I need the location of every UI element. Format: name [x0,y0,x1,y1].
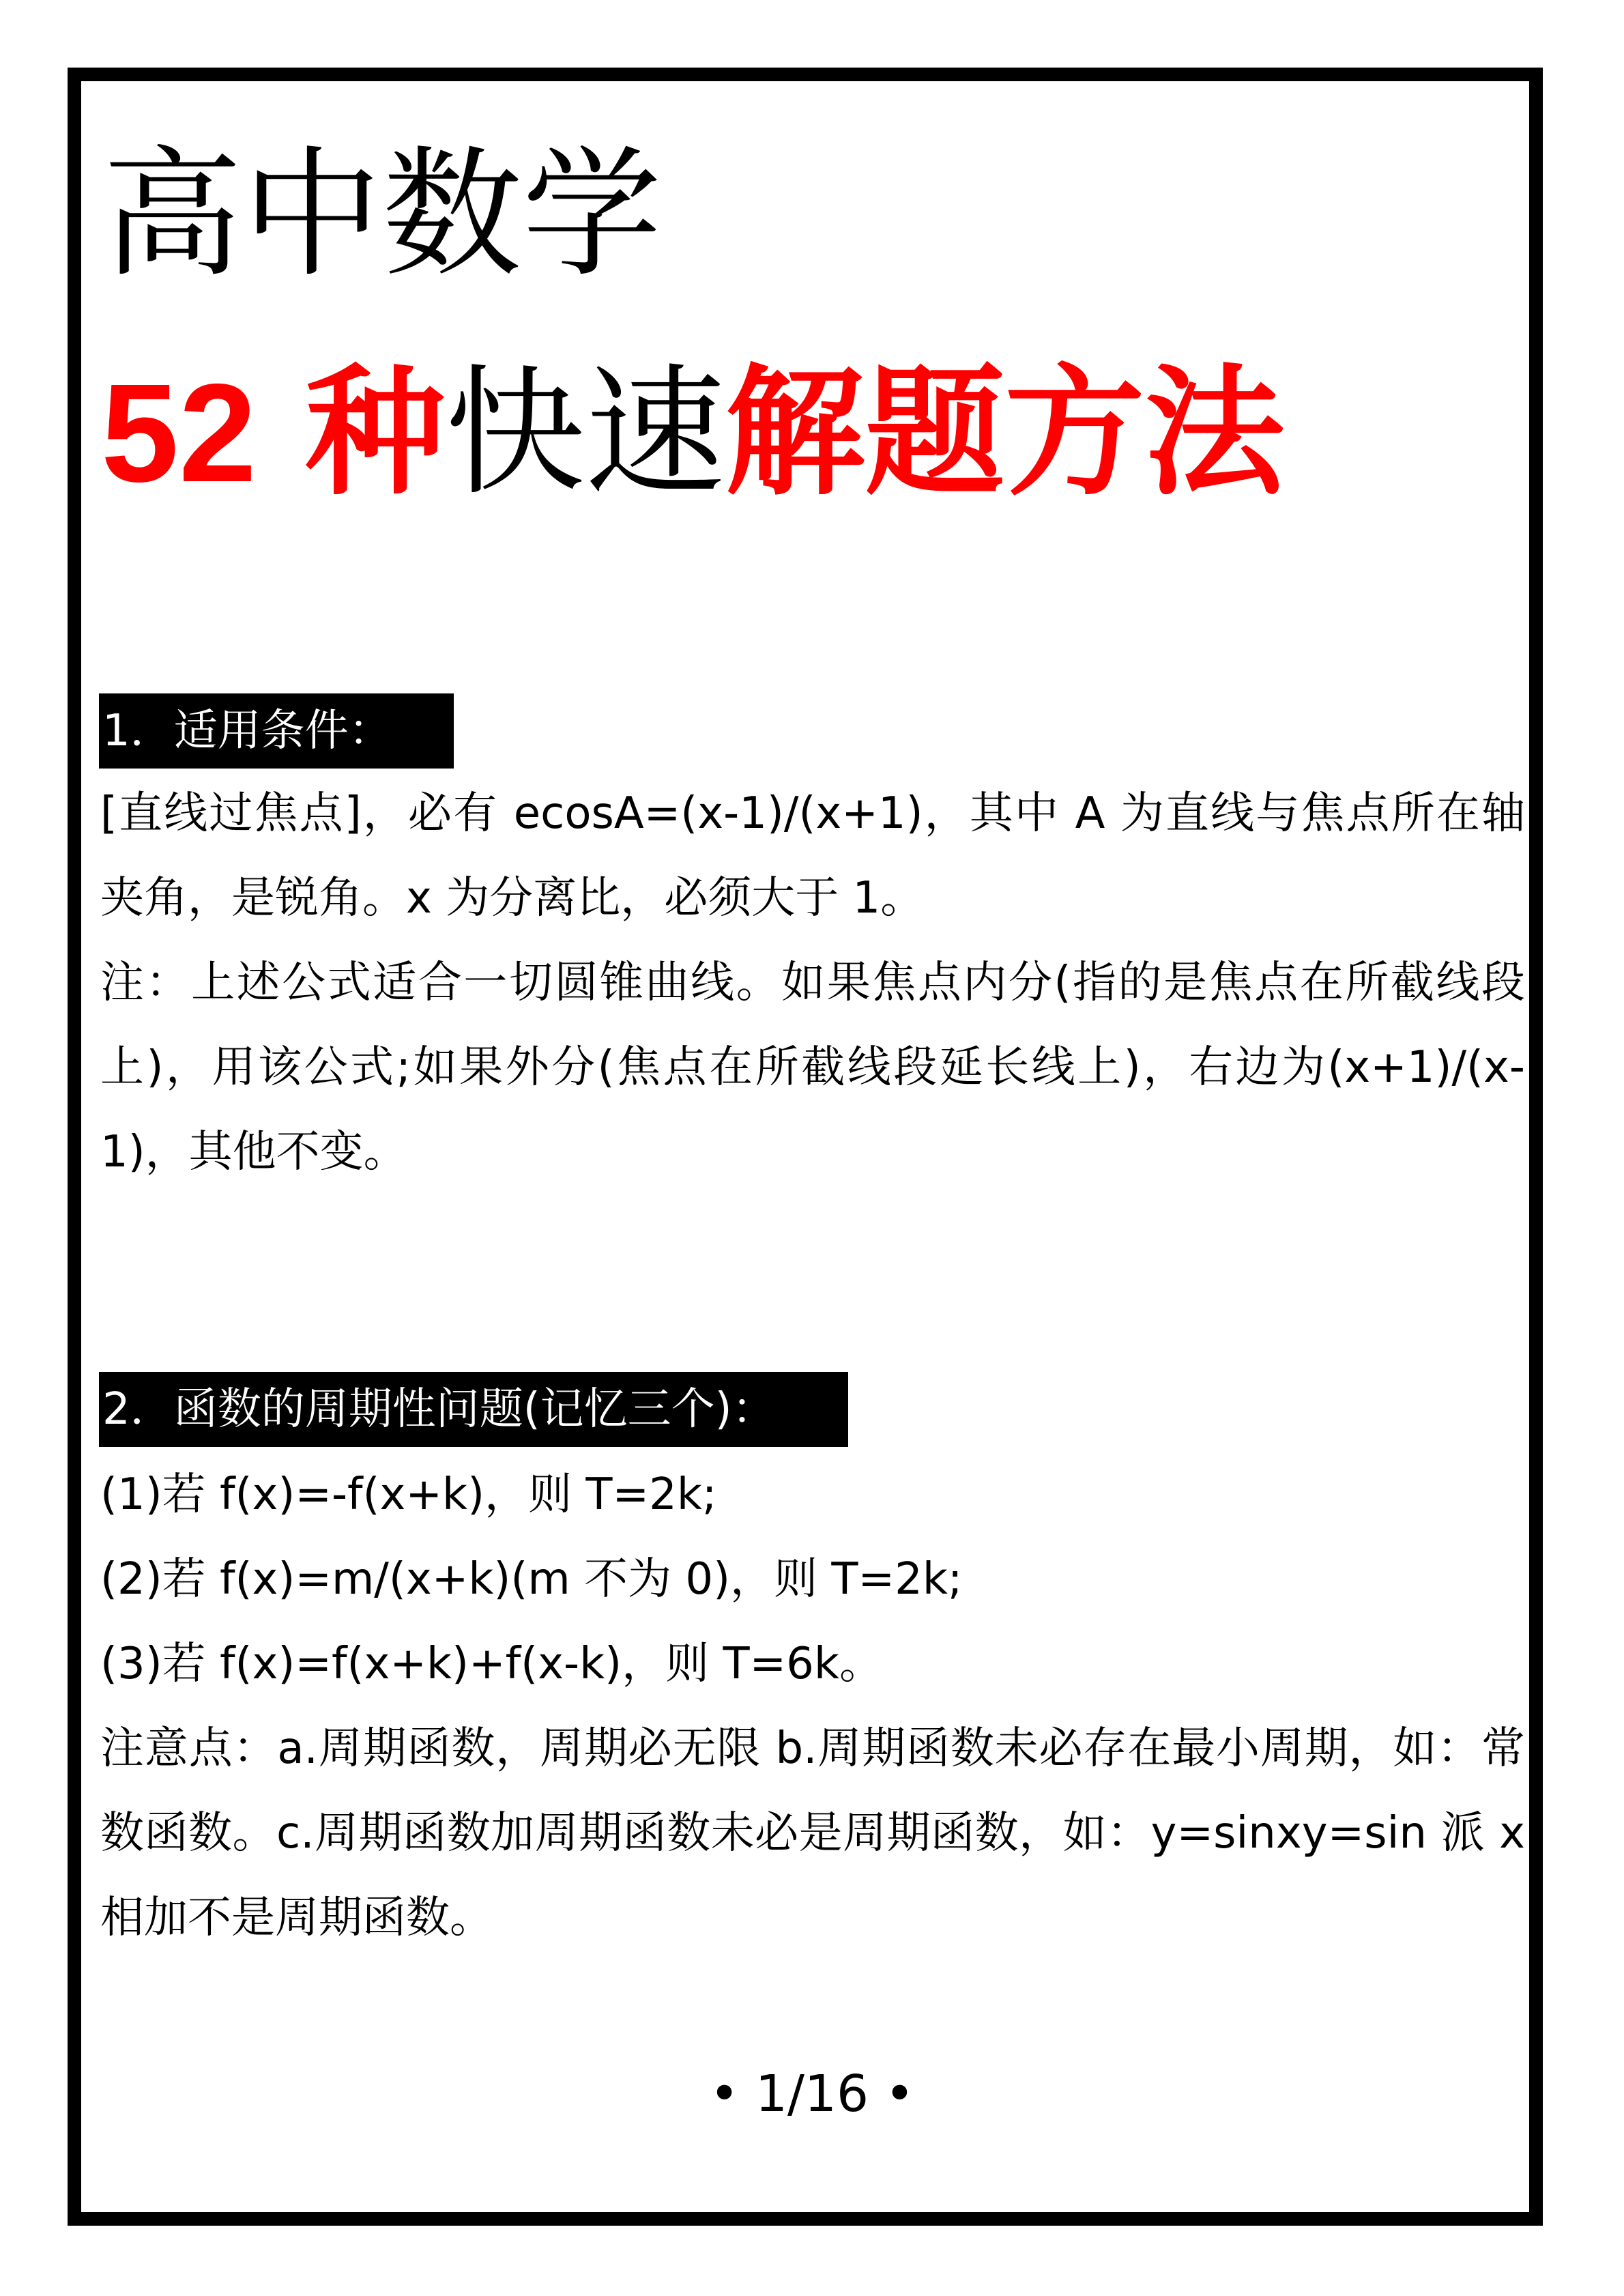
section-2-heading: 2．函数的周期性问题(记忆三个)： [99,1372,848,1447]
section-2-item-2: (2)若 f(x)=m/(x+k)(m 不为 0)，则 T=2k; [100,1554,963,1605]
section-1-paragraph-1: [直线过焦点]，必有 ecosA=(x-1)/(x+1)，其中 A 为直线与焦点所在轴夹角，是锐角。x 为分离比，必须大于 1。 [100,788,1525,923]
title-red-text-2: 解题方法 [725,352,1285,515]
section-2-item-1: (1)若 f(x)=-f(x+k)，则 T=2k; [100,1469,717,1520]
section-1-paragraph-2: 注：上述公式适合一切圆锥曲线。如果焦点内分(指的是焦点在所截线段上)，用该公式;如果外分(焦点在所截线段延长线上)，右边为(x+1)/(x-1)，其他不变。 [100,958,1525,1177]
section-2-item-3: (3)若 f(x)=f(x+k)+f(x-k)，则 T=6k。 [100,1639,883,1689]
title-subtitle [101,352,1285,515]
title-red-text-1: 种 [257,352,446,515]
title-black-text: 快速 [445,352,725,515]
section-1-heading: 1．适用条件： [99,693,454,769]
page-number: • 1/16 • [709,2065,915,2123]
title-main: 高中数学 [102,134,662,296]
section-2-note: 注意点：a.周期函数，周期必无限 b.周期函数未必存在最小周期，如：常数函数。c.周期函数加周期函数未必是周期函数，如：y=sinxy=sin 派 x 相加不是周期函数。 [100,1723,1525,1943]
title-number: 52 [101,355,257,511]
